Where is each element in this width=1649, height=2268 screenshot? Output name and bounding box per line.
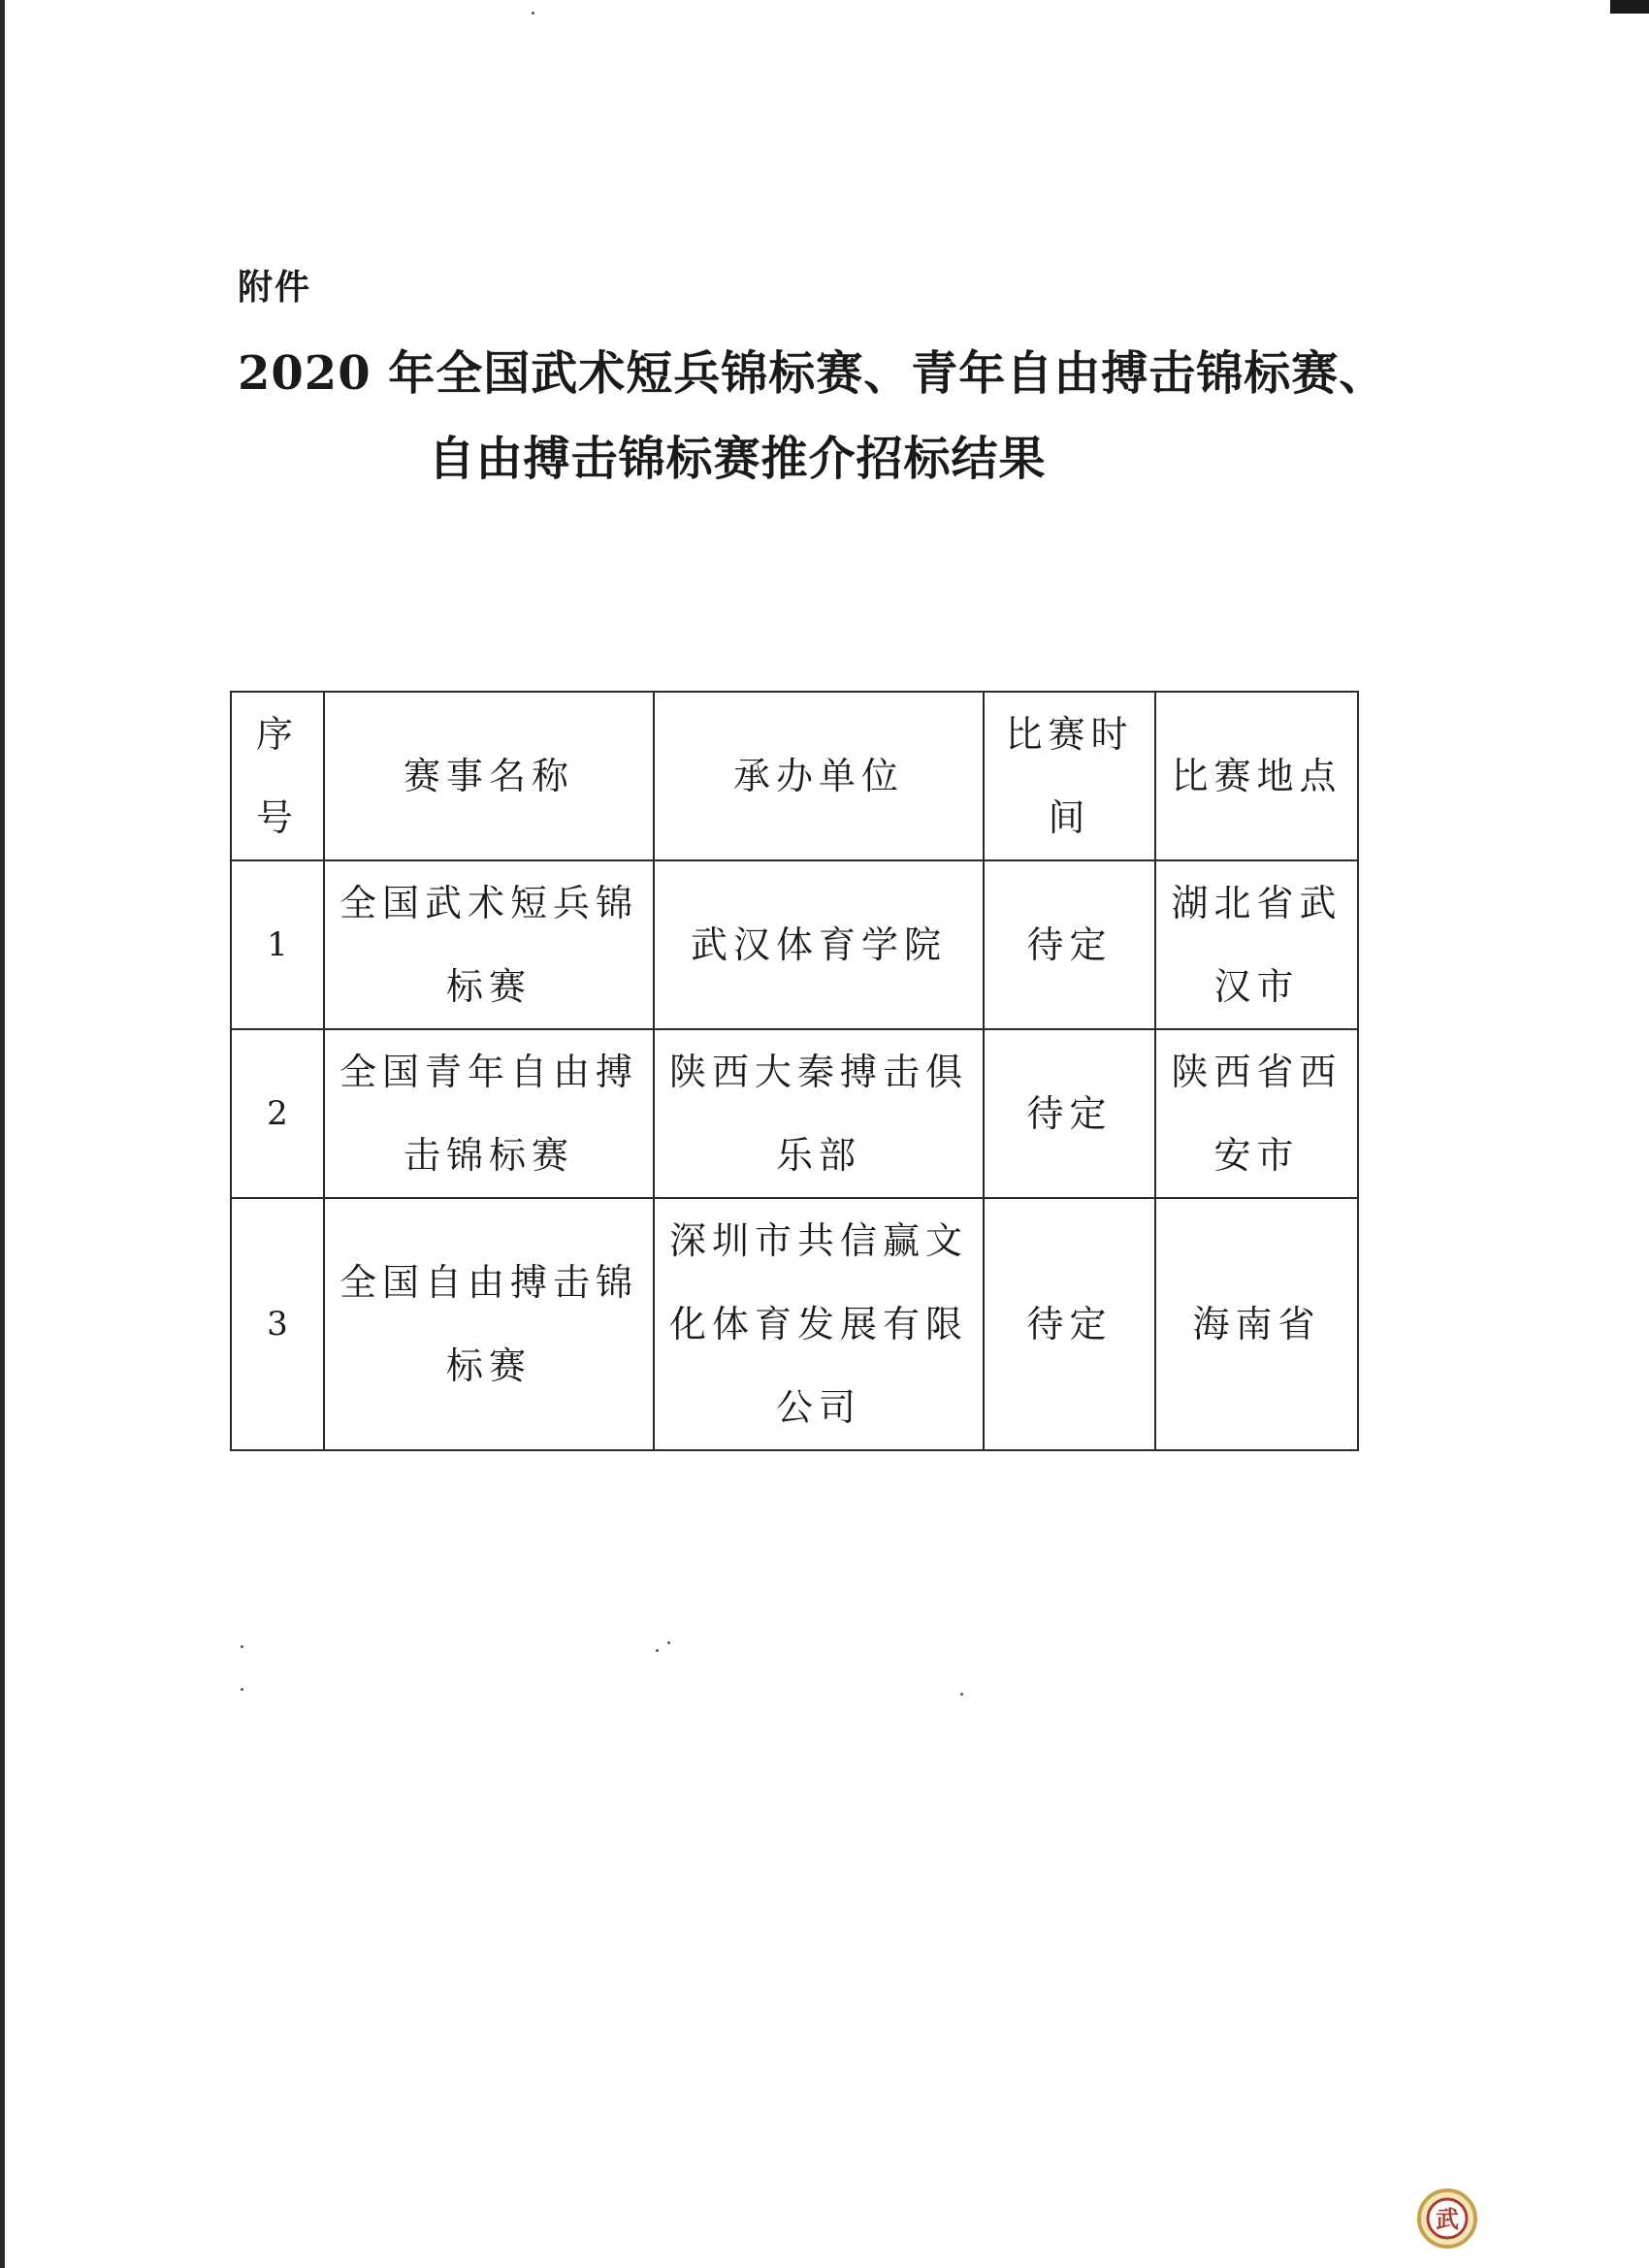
- cell-event-name: 全国自由搏击锦标赛: [324, 1198, 654, 1450]
- attachment-label: 附件: [238, 267, 312, 308]
- cell-match-place: 海南省: [1155, 1198, 1358, 1450]
- header-host-unit: 承办单位: [654, 692, 984, 860]
- document-title-line-2: 自由搏击锦标赛推介招标结果: [428, 432, 1047, 486]
- cell-match-place: 陕西省西安市: [1155, 1029, 1358, 1198]
- table-row: [231, 1198, 1358, 1450]
- scan-speck: [960, 1693, 963, 1696]
- header-seq: 序号: [231, 692, 324, 860]
- scan-speck: [667, 1641, 670, 1644]
- scan-corner-mark: [1610, 0, 1649, 14]
- scan-speck: [241, 1688, 243, 1691]
- table-header-row: [231, 692, 1358, 860]
- cell-seq: 3: [231, 1198, 324, 1450]
- table-row: [231, 1029, 1358, 1198]
- cell-match-time: 待定: [984, 1198, 1155, 1450]
- cell-match-place: 湖北省武汉市: [1155, 860, 1358, 1029]
- header-match-time: 比赛时间: [984, 692, 1155, 860]
- emblem-glyph: 武: [1436, 2206, 1459, 2233]
- scan-edge-shadow: [0, 0, 5, 2268]
- cell-host-unit: 武汉体育学院: [654, 860, 984, 1029]
- scan-speck: [241, 1645, 243, 1648]
- cell-host-unit: 深圳市共信赢文化体育发展有限公司: [654, 1198, 984, 1450]
- cell-event-name: 全国青年自由搏击锦标赛: [324, 1029, 654, 1198]
- document-title-line-1: 2020 年全国武术短兵锦标赛、青年自由搏击锦标赛、: [238, 346, 1387, 401]
- header-match-place: 比赛地点: [1155, 692, 1358, 860]
- header-event-name: 赛事名称: [324, 692, 654, 860]
- cell-seq: 2: [231, 1029, 324, 1198]
- scan-speck: [656, 1649, 659, 1652]
- cell-match-time: 待定: [984, 1029, 1155, 1198]
- cell-seq: 1: [231, 860, 324, 1029]
- scan-speck: [532, 12, 534, 15]
- cell-event-name: 全国武术短兵锦标赛: [324, 860, 654, 1029]
- bid-result-table: [230, 691, 1359, 1451]
- cell-match-time: 待定: [984, 860, 1155, 1029]
- wu-emblem-icon: [1416, 2187, 1478, 2250]
- cell-host-unit: 陕西大秦搏击俱乐部: [654, 1029, 984, 1198]
- table-row: [231, 860, 1358, 1029]
